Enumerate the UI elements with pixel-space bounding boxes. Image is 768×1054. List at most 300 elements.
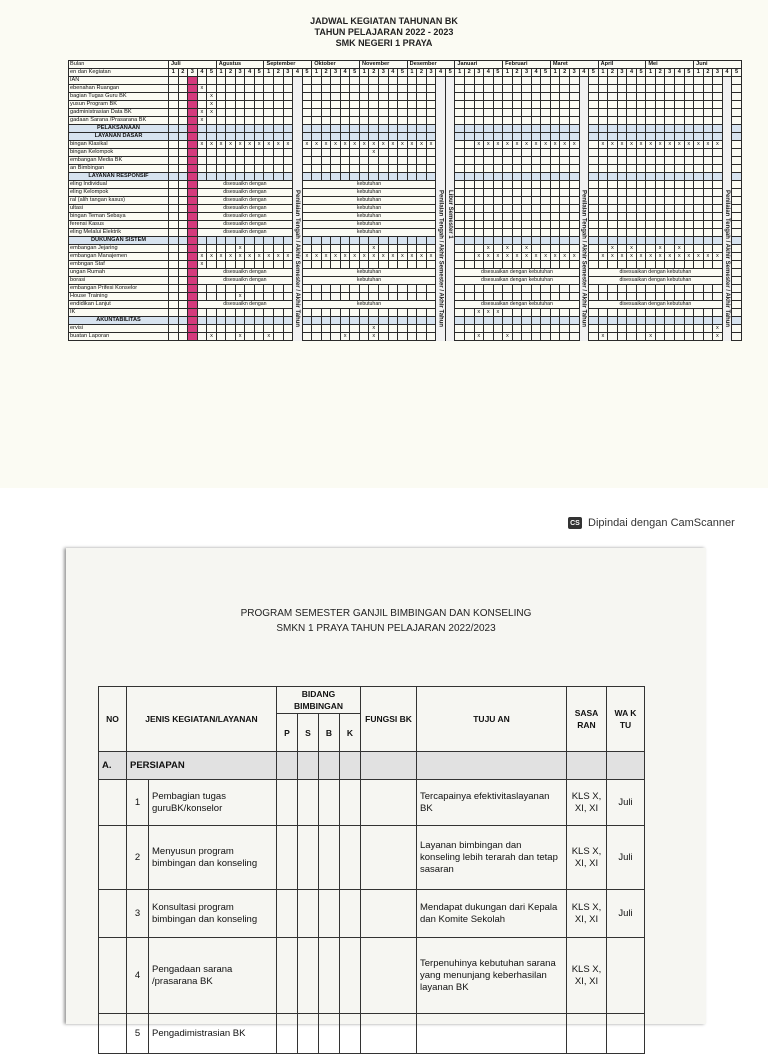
schedule-mark: x xyxy=(340,253,350,261)
week-number: 3 xyxy=(713,69,723,77)
month-header: Juni xyxy=(694,61,742,69)
schedule-note: kebutuhan xyxy=(302,213,436,221)
schedule-mark: x xyxy=(474,309,484,317)
activity-label: bagian Tugas Guru BK xyxy=(69,93,169,101)
row-no: 1 xyxy=(127,780,149,826)
row-tujuan: Layanan bimbingan dan konseling lebih terarah dan tetap sasaran xyxy=(417,826,567,890)
schedule-note: disesuaikn dengan xyxy=(197,277,292,285)
month-header: November xyxy=(359,61,407,69)
schedule-mark: x xyxy=(207,141,217,149)
activity-label: DUKUNGAN SISTEM xyxy=(69,237,169,245)
schedule-row xyxy=(69,237,742,245)
row-waktu xyxy=(607,1014,645,1054)
week-number: 2 xyxy=(417,69,427,77)
schedule-mark: x xyxy=(379,253,389,261)
week-number: 3 xyxy=(283,69,293,77)
schedule-mark: x xyxy=(274,141,284,149)
schedule-mark: x xyxy=(522,253,532,261)
schedule-note: kebutuhan xyxy=(302,229,436,237)
schedule-mark: x xyxy=(197,261,207,269)
schedule-mark: x xyxy=(713,141,723,149)
schedule-mark: x xyxy=(321,253,331,261)
activity-label: yusun Program BK xyxy=(69,101,169,109)
vertical-exam-label: Penilaian Tengah / Akhir Semester / Akhir Tahun xyxy=(580,190,587,328)
schedule-mark: x xyxy=(646,253,656,261)
activity-label: buatan Laporan xyxy=(69,333,169,341)
schedule-mark: x xyxy=(302,141,312,149)
header-k: K xyxy=(340,714,361,752)
schedule-mark: x xyxy=(541,253,551,261)
schedule-note: disesuaikn dengan xyxy=(197,213,292,221)
schedule-mark: x xyxy=(398,253,408,261)
schedule-row xyxy=(69,101,742,109)
camscanner-text: Dipindai dengan CamScanner xyxy=(588,517,735,529)
activity-label: gadministrasian Data BK xyxy=(69,109,169,117)
activity-label: embngan Staf xyxy=(69,261,169,269)
schedule-mark: x xyxy=(598,141,608,149)
schedule-mark: x xyxy=(493,309,503,317)
schedule-mark: x xyxy=(369,325,379,333)
schedule-mark: x xyxy=(713,325,723,333)
schedule-mark: x xyxy=(665,253,675,261)
schedule-mark: x xyxy=(216,253,226,261)
schedule-mark: x xyxy=(207,333,217,341)
activity-label: ferensi Kasus xyxy=(69,221,169,229)
schedule-mark: x xyxy=(560,253,570,261)
row-tujuan: Mendapat dukungan dari Kepala dan Komite Sekolah xyxy=(417,890,567,938)
schedule-mark: x xyxy=(197,141,207,149)
schedule-mark: x xyxy=(674,141,684,149)
camscanner-icon: CS xyxy=(568,517,582,529)
schedule-mark: x xyxy=(245,253,255,261)
week-number: 5 xyxy=(684,69,694,77)
week-number: 2 xyxy=(369,69,379,77)
schedule-mark: x xyxy=(331,141,341,149)
section-a-letter: A. xyxy=(99,752,127,780)
schedule-mark: x xyxy=(484,245,494,253)
schedule-mark: x xyxy=(655,253,665,261)
schedule-row xyxy=(69,333,742,341)
document-title xyxy=(66,606,706,636)
row-no: 2 xyxy=(127,826,149,890)
activity-label: ultasi xyxy=(69,205,169,213)
schedule-row xyxy=(69,277,742,285)
schedule-mark: x xyxy=(312,253,322,261)
schedule-mark: x xyxy=(484,253,494,261)
schedule-note: kebutuhan xyxy=(302,301,436,309)
week-number: 4 xyxy=(293,69,303,77)
week-number: 3 xyxy=(569,69,579,77)
schedule-mark: x xyxy=(369,149,379,157)
schedule-mark: x xyxy=(674,245,684,253)
week-number: 2 xyxy=(226,69,236,77)
schedule-mark: x xyxy=(493,141,503,149)
week-number: 5 xyxy=(493,69,503,77)
schedule-note: kebutuhan xyxy=(302,269,436,277)
month-header: April xyxy=(598,61,646,69)
activity-label: an Bimbingan xyxy=(69,165,169,173)
week-number: 2 xyxy=(464,69,474,77)
annual-schedule-table xyxy=(68,60,742,341)
schedule-note: disesuaikn dengan xyxy=(197,221,292,229)
week-number: 1 xyxy=(169,69,179,77)
month-header: September xyxy=(264,61,312,69)
schedule-row xyxy=(69,77,742,85)
schedule-mark: x xyxy=(331,253,341,261)
week-number: 1 xyxy=(407,69,417,77)
schedule-mark: x xyxy=(503,245,513,253)
schedule-mark: x xyxy=(541,141,551,149)
header-p: P xyxy=(277,714,298,752)
activity-label: endidikan Lanjut xyxy=(69,301,169,309)
schedule-mark: x xyxy=(550,141,560,149)
week-number: 3 xyxy=(665,69,675,77)
month-header: Desember xyxy=(407,61,455,69)
schedule-mark: x xyxy=(484,309,494,317)
schedule-mark: x xyxy=(369,141,379,149)
header-kegiatan-label: en dan Kegiatan xyxy=(69,69,169,77)
header-bidang: BIDANG BIMBINGAN xyxy=(277,687,361,714)
schedule-mark: x xyxy=(207,253,217,261)
schedule-mark: x xyxy=(235,245,245,253)
row-tujuan: Tercapainya efektivitaslayanan BK xyxy=(417,780,567,826)
schedule-mark: x xyxy=(627,253,637,261)
schedule-mark: x xyxy=(283,141,293,149)
schedule-row xyxy=(69,253,742,261)
schedule-row xyxy=(69,133,742,141)
schedule-mark: x xyxy=(474,253,484,261)
week-number: 4 xyxy=(531,69,541,77)
schedule-row xyxy=(69,317,742,325)
week-number: 1 xyxy=(503,69,513,77)
schedule-row xyxy=(69,301,742,309)
document-title-line-1: PROGRAM SEMESTER GANJIL BIMBINGAN DAN KONSELING xyxy=(240,608,532,619)
schedule-mark: x xyxy=(503,141,513,149)
schedule-row xyxy=(69,245,742,253)
month-header: Oktober xyxy=(312,61,360,69)
month-header: Februari xyxy=(503,61,551,69)
activity-label: embangan Jejaring xyxy=(69,245,169,253)
activity-label: embangan Media BK xyxy=(69,157,169,165)
week-number: 2 xyxy=(512,69,522,77)
month-header: Januari xyxy=(455,61,503,69)
week-number: 5 xyxy=(445,69,455,77)
week-number: 4 xyxy=(674,69,684,77)
schedule-row xyxy=(69,309,742,317)
schedule-note: disesuaikn dengan xyxy=(197,181,292,189)
schedule-mark: x xyxy=(503,333,513,341)
schedule-mark: x xyxy=(417,253,427,261)
schedule-mark: x xyxy=(359,253,369,261)
activity-label: embangan Manajemen xyxy=(69,253,169,261)
week-number: 5 xyxy=(732,69,742,77)
week-number: 5 xyxy=(254,69,264,77)
schedule-mark: x xyxy=(560,141,570,149)
schedule-note: disesuaikan dengan kebutuhan xyxy=(589,269,723,277)
week-number: 1 xyxy=(264,69,274,77)
schedule-mark: x xyxy=(493,253,503,261)
schedule-row xyxy=(69,117,742,125)
schedule-mark: x xyxy=(617,253,627,261)
schedule-mark: x xyxy=(302,253,312,261)
schedule-mark: x xyxy=(369,333,379,341)
vertical-exam-label: Penilaian Tengah / Akhir Semester / Akhir Tahun xyxy=(723,190,730,328)
schedule-note: kebutuhan xyxy=(302,205,436,213)
schedule-note: disesuaikn dengan xyxy=(197,197,292,205)
schedule-header xyxy=(0,0,768,60)
week-number: 3 xyxy=(379,69,389,77)
activity-label: bingan Teman Sebaya xyxy=(69,213,169,221)
table-row xyxy=(99,780,645,826)
activity-label: IK xyxy=(69,309,169,317)
week-number: 3 xyxy=(235,69,245,77)
week-number: 2 xyxy=(608,69,618,77)
row-jenis: Konsultasi program bimbingan dan konseling xyxy=(149,890,277,938)
schedule-mark: x xyxy=(207,109,217,117)
activity-label: gadaan Sarana /Prasarana BK xyxy=(69,117,169,125)
schedule-mark: x xyxy=(321,141,331,149)
schedule-school: SMK NEGERI 1 PRAYA xyxy=(335,38,433,48)
schedule-mark: x xyxy=(407,141,417,149)
week-number: 3 xyxy=(474,69,484,77)
month-header: Mei xyxy=(646,61,694,69)
schedule-row xyxy=(69,269,742,277)
activity-label: eling Melalui Elektrik xyxy=(69,229,169,237)
schedule-mark: x xyxy=(694,253,704,261)
schedule-mark: x xyxy=(359,141,369,149)
schedule-mark: x xyxy=(274,253,284,261)
table-row xyxy=(99,826,645,890)
schedule-mark: x xyxy=(512,141,522,149)
schedule-row xyxy=(69,93,742,101)
row-no: 3 xyxy=(127,890,149,938)
week-number: 2 xyxy=(655,69,665,77)
schedule-mark: x xyxy=(388,141,398,149)
schedule-mark: x xyxy=(264,333,274,341)
row-sasaran: KLS X, XI, XI xyxy=(567,890,607,938)
activity-label: embangan Prifesi Konselor xyxy=(69,285,169,293)
vertical-exam-label: Libur Semester 1 xyxy=(446,190,453,239)
header-jenis: JENIS KEGIATAN/LAYANAN xyxy=(127,687,277,752)
schedule-mark: x xyxy=(197,109,207,117)
schedule-mark: x xyxy=(569,253,579,261)
row-sasaran xyxy=(567,1014,607,1054)
schedule-mark: x xyxy=(264,141,274,149)
schedule-note: disesuaikn dengan xyxy=(197,301,292,309)
table-row xyxy=(99,890,645,938)
week-number: 2 xyxy=(703,69,713,77)
schedule-mark: x xyxy=(340,141,350,149)
week-number: 1 xyxy=(312,69,322,77)
schedule-mark: x xyxy=(684,141,694,149)
week-number: 1 xyxy=(694,69,704,77)
week-number: 5 xyxy=(636,69,646,77)
week-number: 4 xyxy=(484,69,494,77)
schedule-mark: x xyxy=(703,253,713,261)
week-number: 5 xyxy=(350,69,360,77)
schedule-mark: x xyxy=(264,253,274,261)
schedule-mark: x xyxy=(598,253,608,261)
row-jenis: Menyusun program bimbingan dan konseling xyxy=(149,826,277,890)
schedule-row xyxy=(69,85,742,93)
row-sasaran: KLS X, XI, XI xyxy=(567,938,607,1014)
schedule-mark: x xyxy=(312,141,322,149)
schedule-mark: x xyxy=(713,253,723,261)
schedule-note: disesuaikn dengan xyxy=(197,189,292,197)
schedule-mark: x xyxy=(694,141,704,149)
week-number: 1 xyxy=(598,69,608,77)
schedule-row xyxy=(69,173,742,181)
week-number: 2 xyxy=(321,69,331,77)
activity-label: ungan Rumah xyxy=(69,269,169,277)
schedule-row xyxy=(69,189,742,197)
schedule-year: TAHUN PELAJARAN 2022 - 2023 xyxy=(314,27,454,37)
header-waktu: WA K TU xyxy=(607,687,645,752)
schedule-mark: x xyxy=(627,245,637,253)
header-tujuan: TUJU AN xyxy=(417,687,567,752)
vertical-exam-label: Penilaian Tengah / Akhir Semester / Akhir Tahun xyxy=(294,190,301,328)
schedule-mark: x xyxy=(713,333,723,341)
week-number: 1 xyxy=(216,69,226,77)
week-number: 1 xyxy=(455,69,465,77)
header-s: S xyxy=(298,714,319,752)
week-number: 3 xyxy=(426,69,436,77)
schedule-mark: x xyxy=(369,245,379,253)
week-number: 5 xyxy=(207,69,217,77)
schedule-note: kebutuhan xyxy=(302,189,436,197)
week-number: 4 xyxy=(245,69,255,77)
activity-label: borasi xyxy=(69,277,169,285)
schedule-mark: x xyxy=(531,141,541,149)
schedule-mark: x xyxy=(503,253,513,261)
schedule-mark: x xyxy=(655,141,665,149)
schedule-mark: x xyxy=(684,253,694,261)
schedule-mark: x xyxy=(235,293,245,301)
section-a-label: PERSIAPAN xyxy=(127,752,277,780)
schedule-mark: x xyxy=(569,141,579,149)
schedule-mark: x xyxy=(608,253,618,261)
vertical-exam-label: Penilaian Tengah / Akhir Semester / Akhir Tahun xyxy=(437,190,444,328)
row-tujuan: Terpenuhinya kebutuhan sarana yang menunjang keberhasilan layanan BK xyxy=(417,938,567,1014)
table-row xyxy=(99,938,645,1014)
schedule-note: disesuaikn dengan xyxy=(197,205,292,213)
header-sasaran: SASA RAN xyxy=(567,687,607,752)
schedule-mark: x xyxy=(426,253,436,261)
week-number: 3 xyxy=(331,69,341,77)
schedule-note: disesuaikan dengan kebutuhan xyxy=(455,277,579,285)
schedule-mark: x xyxy=(197,85,207,93)
activity-label: LAYANAN RESPONSIF xyxy=(69,173,169,181)
schedule-mark: x xyxy=(245,141,255,149)
month-header: Maret xyxy=(550,61,598,69)
activity-label: bingan Kelompok xyxy=(69,149,169,157)
header-bulan-label: Bulan xyxy=(69,61,169,69)
schedule-mark: x xyxy=(254,253,264,261)
week-number: 4 xyxy=(388,69,398,77)
schedule-mark: x xyxy=(226,253,236,261)
schedule-row xyxy=(69,261,742,269)
week-number: 5 xyxy=(541,69,551,77)
schedule-mark: x xyxy=(350,141,360,149)
schedule-mark: x xyxy=(655,245,665,253)
schedule-mark: x xyxy=(407,253,417,261)
activity-label: ervisi xyxy=(69,325,169,333)
week-number: 4 xyxy=(722,69,732,77)
schedule-mark: x xyxy=(207,101,217,109)
row-waktu: Juli xyxy=(607,780,645,826)
row-tujuan xyxy=(417,1014,567,1054)
activity-label: ebenahan Ruangan xyxy=(69,85,169,93)
table-row xyxy=(99,1014,645,1054)
schedule-mark: x xyxy=(235,141,245,149)
schedule-note: disesuaikn dengan xyxy=(197,229,292,237)
schedule-mark: x xyxy=(474,333,484,341)
schedule-mark: x xyxy=(388,253,398,261)
month-header: Juli xyxy=(169,61,217,69)
week-number: 4 xyxy=(197,69,207,77)
schedule-mark: x xyxy=(197,253,207,261)
row-no: 4 xyxy=(127,938,149,1014)
schedule-row xyxy=(69,221,742,229)
row-waktu: Juli xyxy=(607,890,645,938)
schedule-mark: x xyxy=(369,253,379,261)
week-number: 5 xyxy=(589,69,599,77)
schedule-row xyxy=(69,205,742,213)
schedule-row xyxy=(69,285,742,293)
header-fungsi: FUNGSI BK xyxy=(361,687,417,752)
row-jenis: Pengadaan sarana /prasarana BK xyxy=(149,938,277,1014)
schedule-row xyxy=(69,141,742,149)
schedule-note: disesuaikan dengan kebutuhan xyxy=(589,277,723,285)
week-number: 4 xyxy=(579,69,589,77)
week-number: 3 xyxy=(617,69,627,77)
week-number: 3 xyxy=(188,69,198,77)
schedule-note: disesuaikn dengan xyxy=(197,269,292,277)
schedule-mark: x xyxy=(646,141,656,149)
week-number: 2 xyxy=(178,69,188,77)
schedule-mark: x xyxy=(636,253,646,261)
week-number: 2 xyxy=(560,69,570,77)
program-table xyxy=(98,686,645,1054)
schedule-mark: x xyxy=(674,253,684,261)
schedule-note: kebutuhan xyxy=(302,197,436,205)
schedule-mark: x xyxy=(417,141,427,149)
schedule-mark: x xyxy=(226,141,236,149)
schedule-mark: x xyxy=(340,333,350,341)
schedule-mark: x xyxy=(350,253,360,261)
schedule-mark: x xyxy=(216,141,226,149)
header-b: B xyxy=(319,714,340,752)
schedule-title: JADWAL KEGIATAN TAHUNAN BK xyxy=(310,16,458,26)
activity-label: bingan Klasikal xyxy=(69,141,169,149)
schedule-row xyxy=(69,229,742,237)
schedule-mark: x xyxy=(254,141,264,149)
week-number: 4 xyxy=(340,69,350,77)
activity-label: AKUNTABILITAS xyxy=(69,317,169,325)
week-number: 3 xyxy=(522,69,532,77)
schedule-mark: x xyxy=(522,141,532,149)
week-number: 4 xyxy=(436,69,446,77)
schedule-row xyxy=(69,149,742,157)
schedule-mark: x xyxy=(235,333,245,341)
schedule-mark: x xyxy=(426,141,436,149)
schedule-note: kebutuhan xyxy=(302,277,436,285)
row-jenis: Pembagian tugas guruBK/konselor xyxy=(149,780,277,826)
schedule-row xyxy=(69,197,742,205)
schedule-note: kebutuhan xyxy=(302,221,436,229)
schedule-mark: x xyxy=(207,93,217,101)
activity-label: IAN xyxy=(69,77,169,85)
